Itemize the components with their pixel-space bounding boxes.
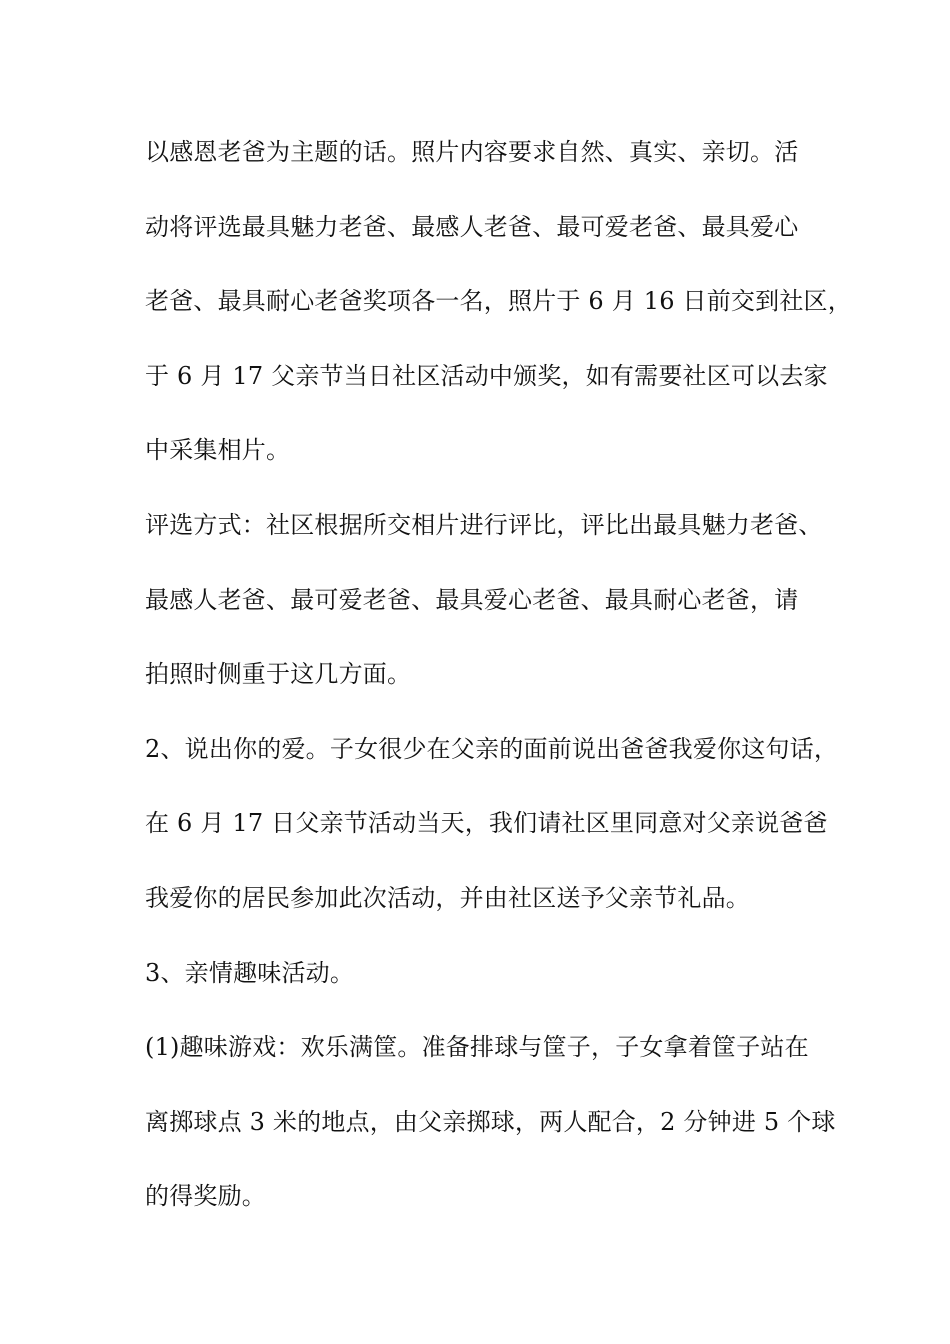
text-line: (1)趣味游戏：欢乐满筐。准备排球与筐子，子女拿着筐子站在 [145,1033,809,1062]
text-line: 2、说出你的爱。子女很少在父亲的面前说出爸爸我爱你这句话， [145,734,839,763]
text-line: 以感恩老爸为主题的话。照片内容要求自然、真实、亲切。活 [145,138,799,166]
document-body [145,128,852,1247]
text-line: 的得奖励。 [145,1182,266,1211]
text-line: 老爸、最具耐心老爸奖项各一名，照片于 6 月 16 日前交到社区， [145,287,852,316]
text-line: 最感人老爸、最可爱老爸、最具爱心老爸、最具耐心老爸，请 [145,585,799,614]
text-line: 动将评选最具魅力老爸、最感人老爸、最可爱老爸、最具爱心 [145,212,799,241]
text-line: 离掷球点 3 米的地点，由父亲掷球，两人配合，2 分钟进 5 个球 [145,1107,836,1136]
text-line: 评选方式：社区根据所交相片进行评比，评比出最具魅力老爸、 [145,510,823,539]
text-line: 我爱你的居民参加此次活动，并由社区送予父亲节礼品。 [145,883,750,912]
text-line: 中采集相片。 [145,436,291,465]
text-line: 在 6 月 17 日父亲节活动当天，我们请社区里同意对父亲说爸爸 [145,809,828,838]
text-line: 于 6 月 17 父亲节当日社区活动中颁奖，如有需要社区可以去家 [145,361,828,390]
text-line: 拍照时侧重于这几方面。 [145,660,412,689]
text-line: 3、亲情趣味活动。 [145,958,355,987]
